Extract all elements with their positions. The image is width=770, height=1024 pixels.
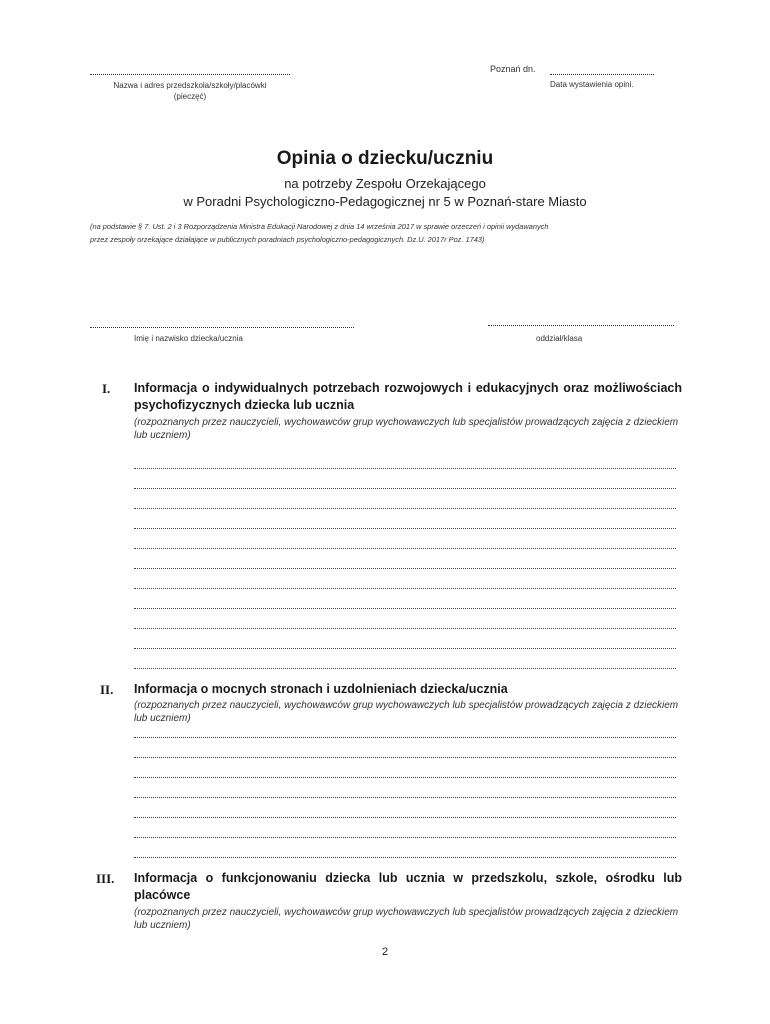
issue-date-line[interactable] — [550, 74, 654, 75]
legal-basis-line2: przez zespoły orzekające działające w publicznych poradniach psychologiczno-pedagogicznych. Dz.U. 2017r Poz. 1743) — [90, 235, 485, 244]
class-line[interactable] — [488, 325, 674, 326]
answer-line[interactable] — [134, 797, 676, 798]
section-2-heading: Informacja o mocnych stronach i uzdolnieniach dziecka/ucznia — [134, 682, 508, 696]
section-1-heading: Informacja o indywidualnych potrzebach rozwojowych i edukacyjnych oraz możliwościach psychofizycznych dziecka lub ucznia — [134, 381, 682, 412]
answer-line[interactable] — [134, 857, 676, 858]
answer-line[interactable] — [134, 668, 676, 669]
institution-stamp-line[interactable] — [90, 74, 290, 75]
section-1-numeral: I. — [102, 381, 111, 396]
answer-line[interactable] — [134, 628, 676, 629]
answer-line[interactable] — [134, 588, 676, 589]
section-2-numeral: II. — [100, 682, 114, 697]
document-subtitle: na potrzeby Zespołu Orzekającego — [284, 176, 486, 191]
answer-line[interactable] — [134, 508, 676, 509]
institution-label-line2: (pieczęć) — [173, 92, 207, 101]
answer-line[interactable] — [134, 837, 676, 838]
class-label: oddział/klasa — [536, 334, 583, 343]
student-name-label: Imię i nazwisko dziecka/ucznia — [134, 334, 243, 343]
answer-line[interactable] — [134, 468, 676, 469]
answer-line[interactable] — [134, 648, 676, 649]
issue-date-label: Data wystawienia opini. — [550, 80, 634, 89]
answer-line[interactable] — [134, 548, 676, 549]
section-2-hint: (rozpoznanych przez nauczycieli, wychowawców grup wychowawczych lub specjalistów prowadzących zajęcia z dzieckiem lub uczniem) — [134, 700, 679, 724]
answer-line[interactable] — [134, 488, 676, 489]
legal-basis — [90, 220, 690, 246]
answer-line[interactable] — [134, 608, 676, 609]
answer-line[interactable] — [134, 777, 676, 778]
answer-line[interactable] — [134, 568, 676, 569]
section-3-hint: (rozpoznanych przez nauczycieli, wychowawców grup wychowawczych lub specjalistów prowadzących zajęcia z dzieckiem lub uczniem) — [134, 907, 679, 931]
section-3-heading: Informacja o funkcjonowaniu dziecka lub ucznia w przedszkolu, szkole, ośrodku lub placówce — [134, 871, 682, 902]
place-date-prefix: Poznań dn. — [490, 64, 536, 74]
institution-label-line1: Nazwa i adres przedszkola/szkoły/placówki — [113, 81, 267, 90]
section-3-numeral: III. — [96, 871, 115, 886]
answer-line[interactable] — [134, 757, 676, 758]
answer-line[interactable] — [134, 737, 676, 738]
answer-line[interactable] — [134, 528, 676, 529]
document-title: Opinia o dziecku/uczniu — [276, 148, 494, 169]
page-number: 2 — [381, 946, 389, 958]
document-subtitle-clinic: w Poradni Psychologiczno-Pedagogicznej nr 5 w Poznań-stare Miasto — [183, 194, 587, 209]
legal-basis-line1: (na podstawie § 7. Ust. 2 i 3 Rozporządzenia Ministra Edukacji Narodowej z dnia 14 września 2017 w sprawie orzeczeń i opinii wydawanych — [90, 222, 549, 231]
student-name-line[interactable] — [90, 327, 354, 328]
institution-label — [80, 80, 300, 102]
answer-line[interactable] — [134, 817, 676, 818]
section-1-hint: (rozpoznanych przez nauczycieli, wychowawców grup wychowawczych lub specjalistów prowadzących zajęcia z dzieckiem lub uczniem) — [134, 417, 679, 441]
